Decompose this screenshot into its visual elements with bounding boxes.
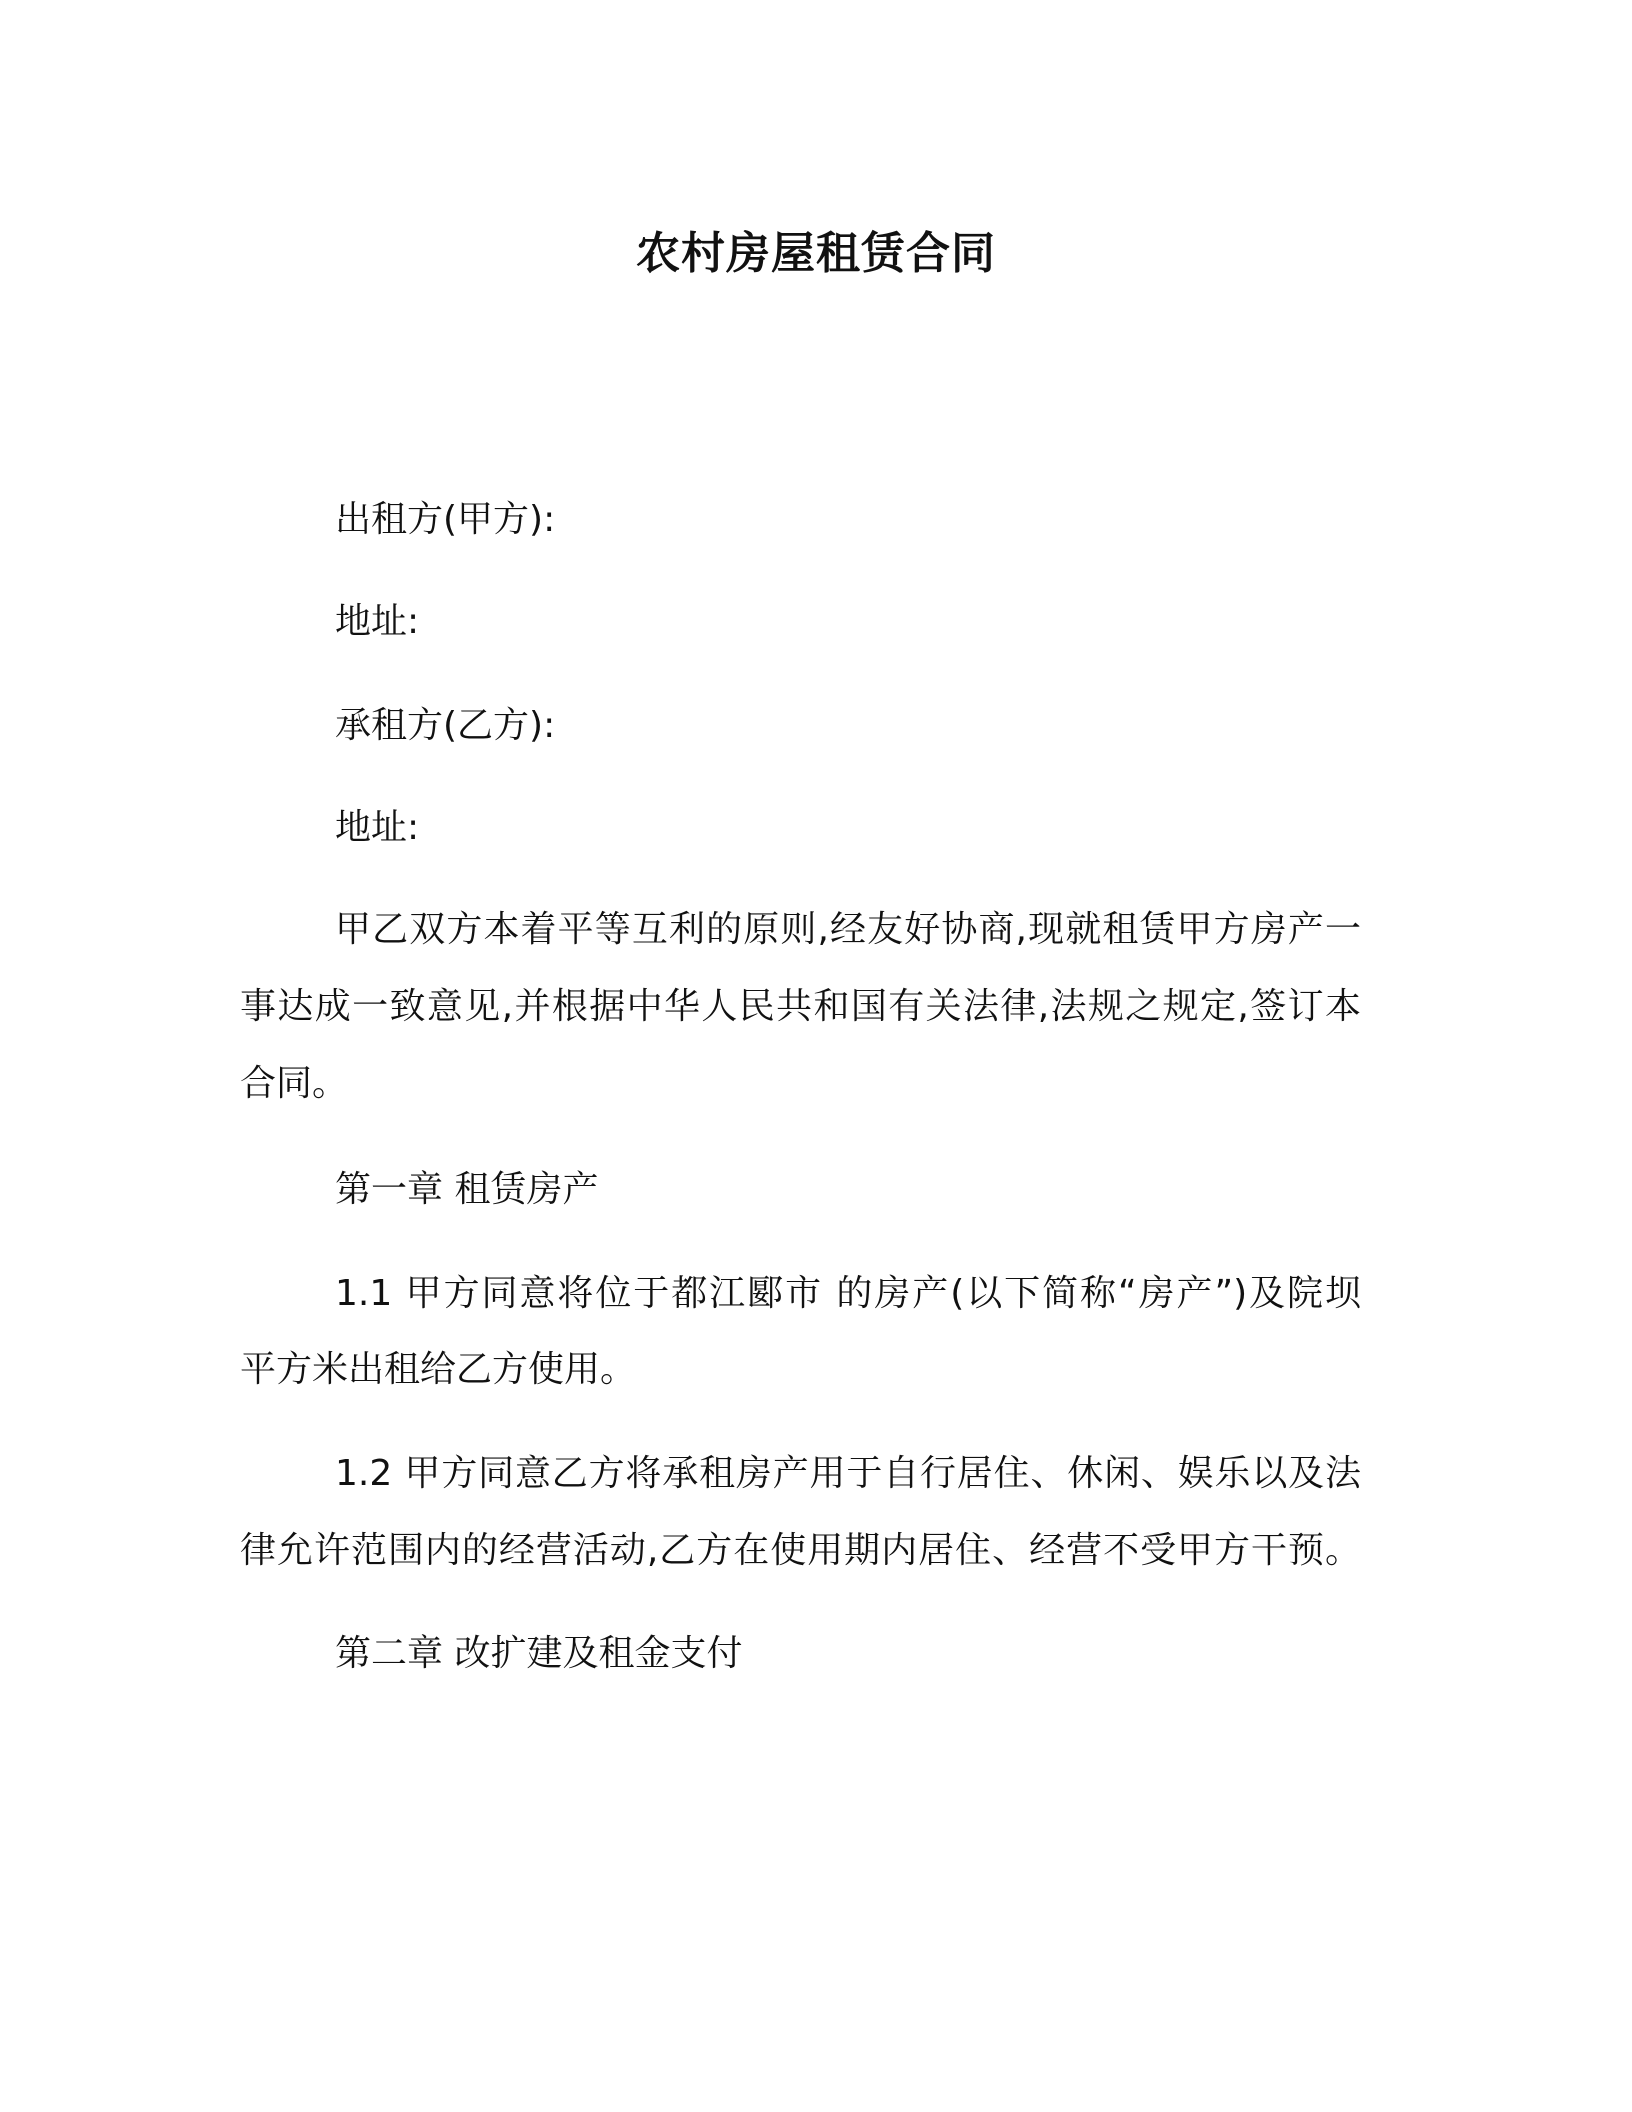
preamble-line-3: 合同。 — [240, 1063, 349, 1104]
chapter-2-heading: 第二章 改扩建及租金支付 — [335, 1633, 743, 1674]
lessee-label: 承租方(乙方): — [335, 705, 556, 746]
chapter-1-heading: 第一章 租赁房产 — [335, 1169, 599, 1210]
preamble-line-2: 事达成一致意见,并根据中华人民共和国有关法律,法规之规定,签订本 — [240, 986, 1361, 1027]
lessor-label: 出租方(甲方): — [335, 499, 556, 540]
preamble-line-1: 甲乙双方本着平等互利的原则,经友好协商,现就租赁甲方房产一 — [335, 909, 1361, 950]
clause-1-1-line-2: 平方米出租给乙方使用。 — [240, 1349, 637, 1390]
clause-1-2-line-2: 律允许范围内的经营活动,乙方在使用期内居住、经营不受甲方干预。 — [240, 1530, 1361, 1571]
lessee-address-label: 地址: — [335, 807, 420, 848]
lessor-address-label: 地址: — [335, 601, 420, 642]
document-title: 农村房屋租赁合同 — [636, 228, 996, 279]
clause-1-1-line-1: 1.1 甲方同意将位于都江郾市 的房产(以下简称“房产”)及院坝 — [335, 1273, 1361, 1314]
clause-1-2-line-1: 1.2 甲方同意乙方将承租房产用于自行居住、休闲、娱乐以及法 — [335, 1453, 1361, 1494]
